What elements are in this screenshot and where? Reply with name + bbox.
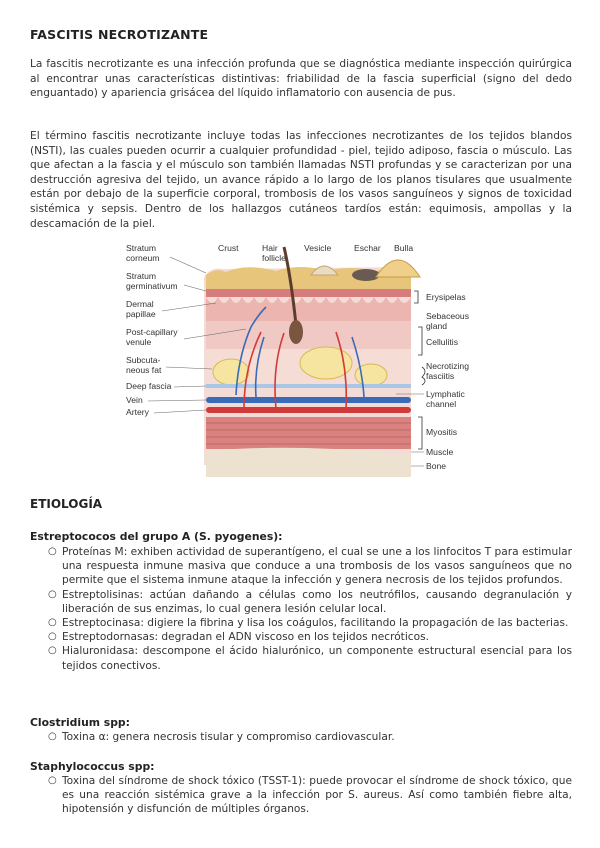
group-strep-list	[48, 545, 572, 673]
skin-layers-figure	[126, 237, 506, 477]
label-follicle: follicle	[262, 253, 286, 263]
bullet-icon: ○	[48, 775, 57, 786]
bullet-icon: ○	[48, 631, 57, 643]
label-stratum-2: Stratum	[126, 271, 157, 281]
list-item	[48, 774, 572, 817]
label-germinativum: germinativum	[126, 281, 178, 291]
label-myositis: Myositis	[426, 427, 458, 437]
list-item	[48, 630, 572, 644]
list-item-text: Estreptolisinas: actúan dañando a células como los neutrófilos, causando degranulación y liberación de sus enzimas, lo cual genera lesión celular local.	[62, 588, 572, 615]
bullet-icon: ○	[48, 731, 57, 742]
bullet-icon: ○	[48, 617, 57, 629]
label-gland: gland	[426, 321, 448, 331]
label-erysipelas: Erysipelas	[426, 292, 466, 302]
label-cellulitis: Cellulitis	[426, 337, 458, 347]
list-item	[48, 545, 572, 588]
label-fasciitis: fasciitis	[426, 371, 455, 381]
document-title: FASCITIS NECROTIZANTE	[30, 27, 209, 42]
label-post-capillary: Post-capillary	[126, 327, 178, 337]
label-muscle: Muscle	[426, 447, 454, 457]
label-dermal: Dermal	[126, 299, 154, 309]
list-item-text: Hialuronidasa: descompone el ácido hialurónico, un componente estructural esencial para los tejidos conectivos.	[62, 645, 572, 672]
label-stratum-1: Stratum	[126, 243, 157, 253]
group-staph-title: Staphylococcus spp:	[30, 760, 155, 773]
group-clostridium-title: Clostridium spp:	[30, 716, 130, 729]
intro-paragraph-1: La fascitis necrotizante es una infección profunda que se diagnóstica mediante inspección quirúrgica al encontrar unas características distintivas: friabilidad de la fascia superficial (signo del dedo enguantado) y apariencia grisácea del líquido inflamatorio con ausencia de pus.	[30, 58, 572, 100]
label-vesicle: Vesicle	[304, 243, 332, 253]
group-strep-title: Estreptococos del grupo A (S. pyogenes):	[30, 530, 283, 543]
list-item-text: Estreptocinasa: digiere la fibrina y lisa los coágulos, facilitando la propagación de las bacterias.	[62, 617, 569, 630]
list-item	[48, 730, 572, 744]
list-item	[48, 588, 572, 616]
label-necrotizing: Necrotizing	[426, 361, 469, 371]
list-item-text: Toxina del síndrome de shock tóxico (TSST-1): puede provocar el síndrome de shock tóxico, que es una reacción sistémica grave a la infección por S. aureus. Así como también fiebre alta, hipotensión y disfunción de múltiples órganos.	[62, 775, 572, 816]
intro-paragraph-2: El término fascitis necrotizante incluye todas las infecciones necrotizantes de los tejidos blandos (NSTI), las cuales pueden ocurrir a cualquier profundidad - piel, tejido adiposo, fascia o músculo. Las que afectan a la fascia y el músculo son también llamadas NSTI profundas y se caracterizan por una destrucción agresiva del tejido, un avance rápido a lo largo de los planos tisulares que usualmente están por debajo de la superficie corporal, trombosis de los vasos sanguíneos y signos de toxicidad sistémica y sepsis. Dentro de los hallazgos cutáneos tardíos están: equimosis, ampollas y la descamación de la piel.	[30, 130, 572, 230]
group-staph-list	[48, 774, 572, 817]
list-item-text: Proteínas M: exhiben actividad de superantígeno, el cual se une a los linfocitos T para estimular una respuesta inmune masiva que conduce a una trombosis de los vasos sanguíneos que no permite que el sistema inmune ataque la infección y genera necrosis de los tejidos profundos.	[62, 546, 572, 587]
label-vein: Vein	[126, 395, 143, 405]
label-crust: Crust	[218, 243, 239, 253]
label-neous-fat: neous fat	[126, 365, 162, 375]
label-papillae: papillae	[126, 309, 156, 319]
list-item	[48, 616, 572, 630]
group-clostridium-list	[48, 730, 572, 744]
label-deep-fascia: Deep fascia	[126, 381, 172, 391]
label-corneum: corneum	[126, 253, 160, 263]
etiologia-heading: ETIOLOGÍA	[30, 497, 103, 511]
label-bulla: Bulla	[394, 243, 414, 253]
bullet-icon: ○	[48, 645, 57, 657]
label-eschar: Eschar	[354, 243, 381, 253]
label-bone: Bone	[426, 461, 447, 471]
label-hair: Hair	[262, 243, 278, 253]
list-item-text: Toxina α: genera necrosis tisular y compromiso cardiovascular.	[62, 731, 395, 743]
bullet-icon: ○	[48, 546, 57, 557]
bullet-icon: ○	[48, 588, 57, 600]
label-venule: venule	[126, 337, 152, 347]
label-artery: Artery	[126, 407, 149, 417]
label-subcuta: Subcuta-	[126, 355, 161, 365]
label-lymphatic: Lymphatic	[426, 389, 465, 399]
list-item	[48, 644, 572, 672]
label-sebaceous: Sebaceous	[426, 311, 470, 321]
label-channel: channel	[426, 399, 457, 409]
list-item-text: Estreptodornasas: degradan el ADN viscoso en los tejidos necróticos.	[62, 631, 429, 644]
